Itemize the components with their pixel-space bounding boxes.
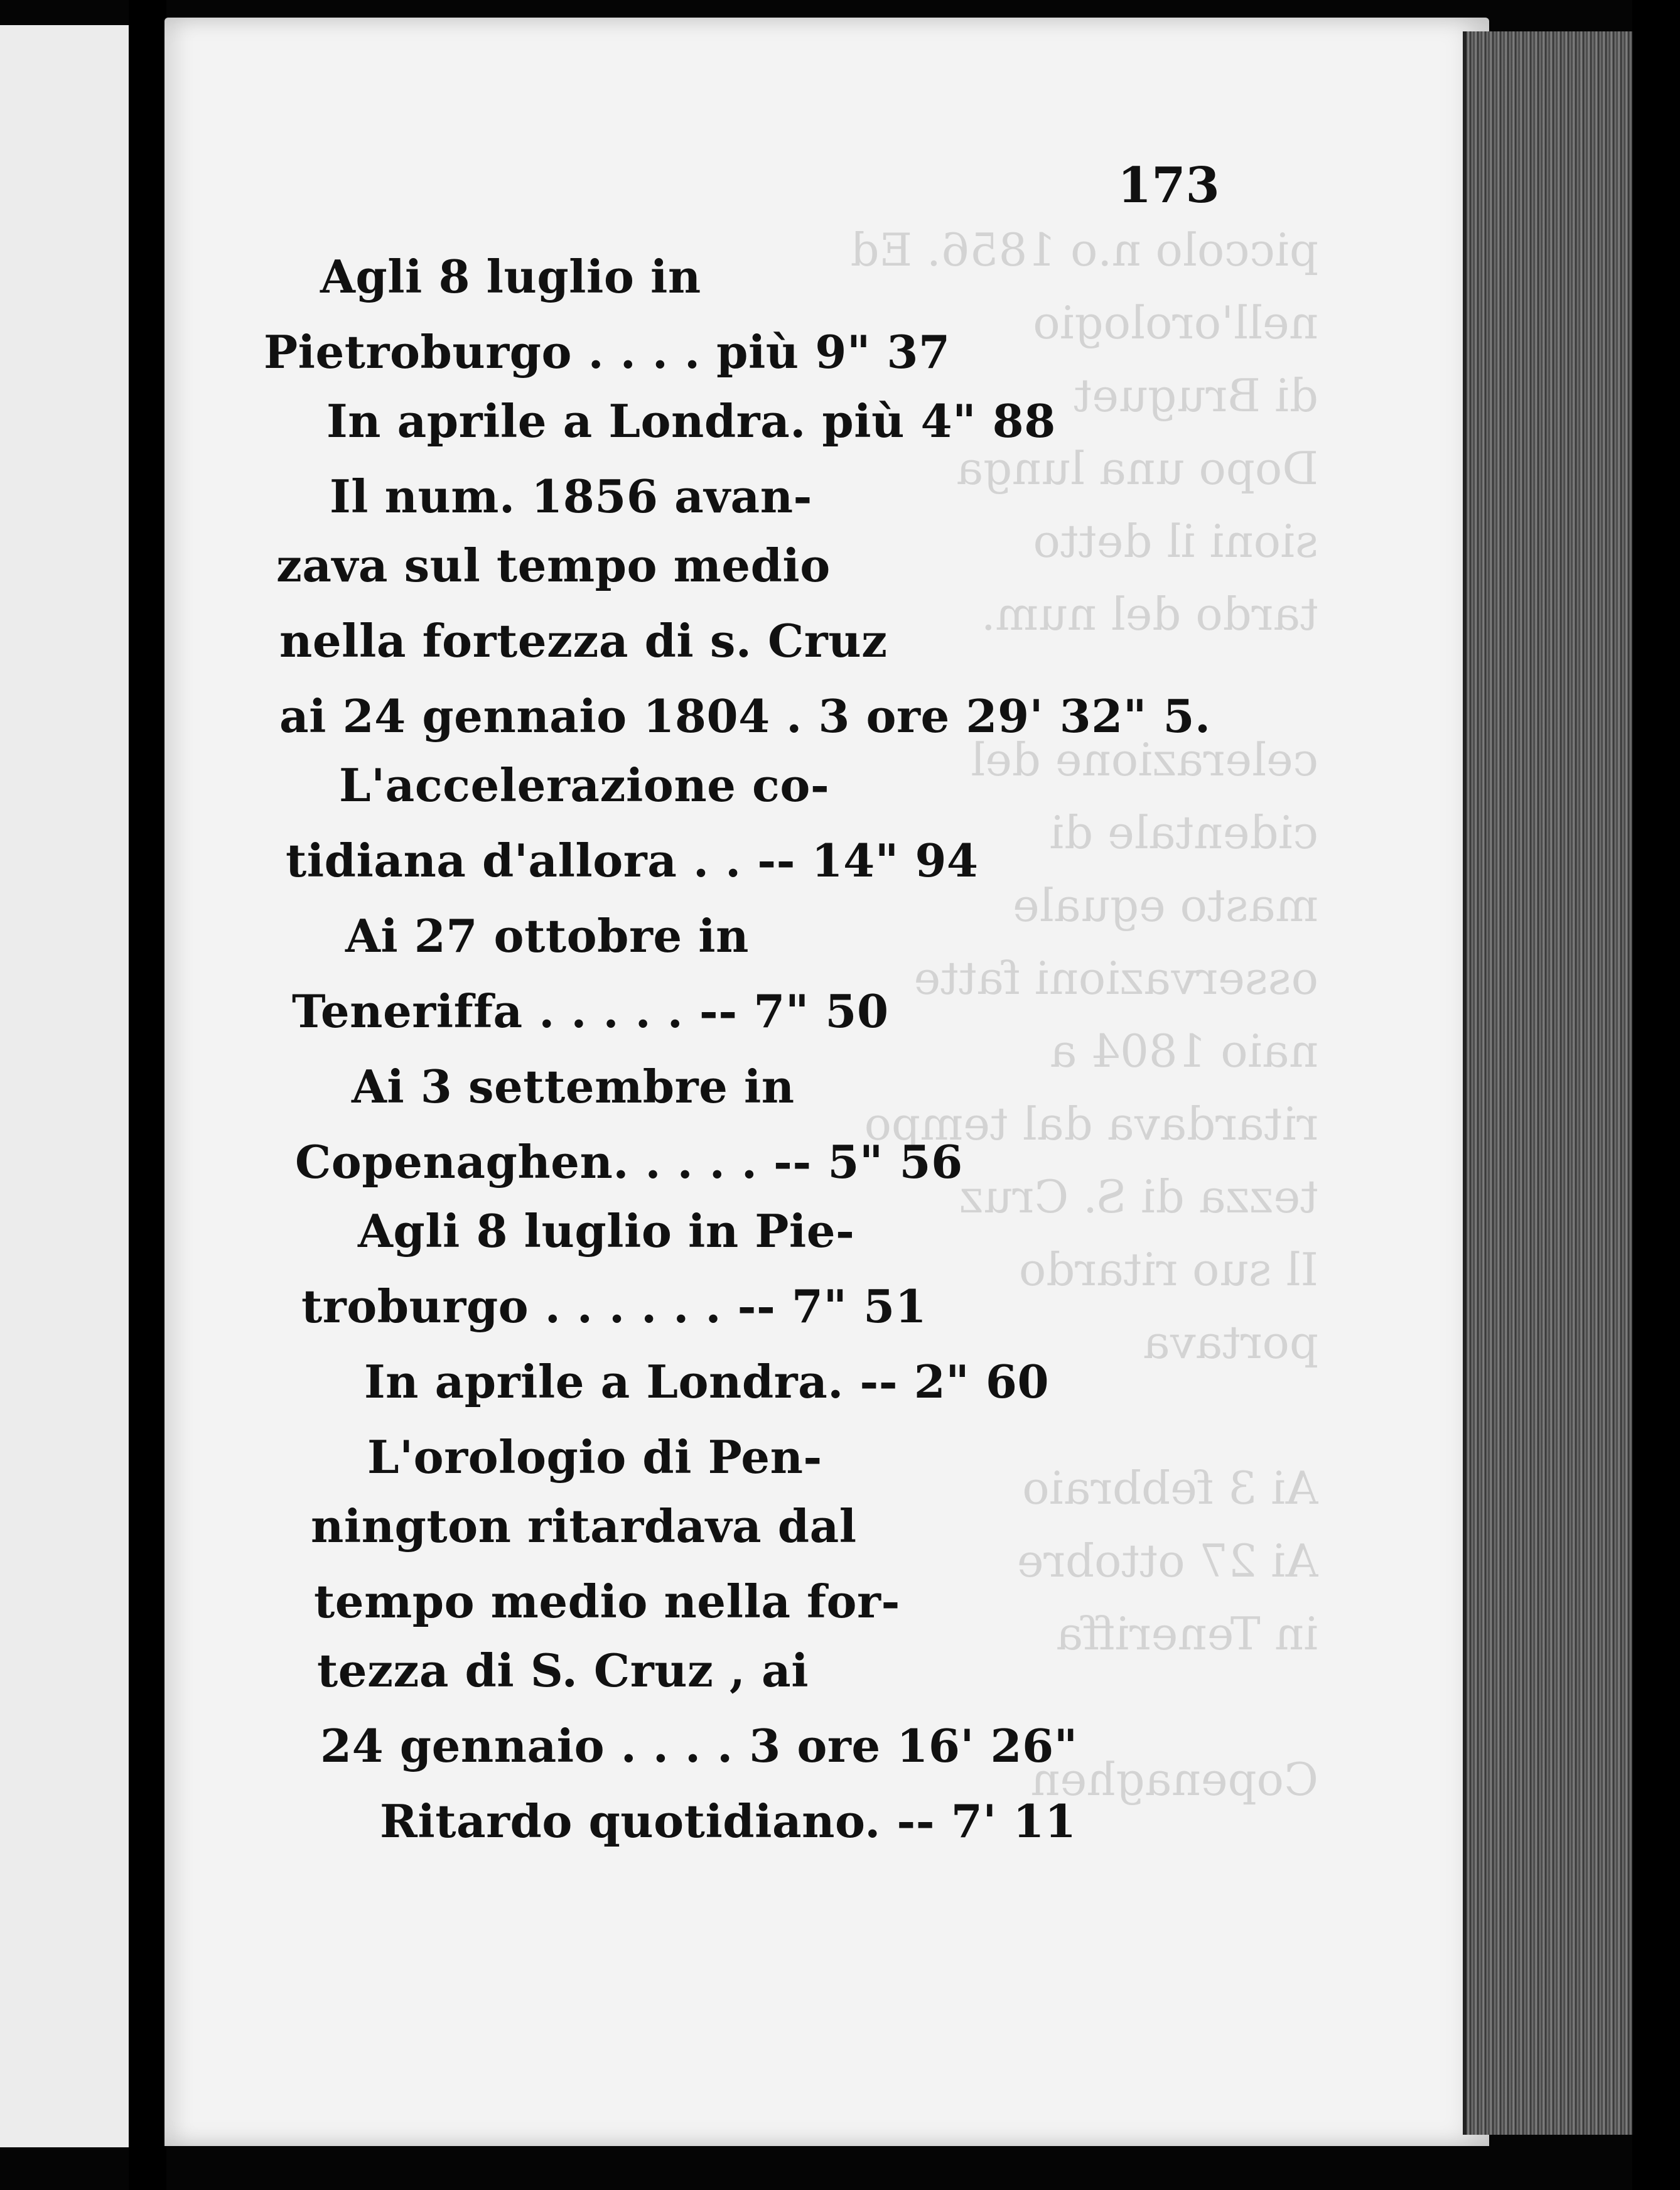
text-line: troburgo . . . . . . -- 7" 51: [301, 1280, 927, 1333]
book-gutter: [129, 0, 166, 2190]
bleed-through-line: portava: [1143, 1316, 1318, 1369]
bleed-through-line: sioni il detto: [1033, 515, 1318, 568]
text-line: tezza di S. Cruz , ai: [317, 1644, 809, 1697]
bleed-through-line: osservazioni fatte: [913, 952, 1318, 1005]
bleed-through-line: Dopo una lunga: [956, 442, 1318, 495]
text-line: nington ritardava dal: [311, 1499, 857, 1553]
text-line: Pietroburgo . . . . più 9" 37: [264, 325, 950, 379]
bleed-through-line: cidentale di: [1050, 806, 1318, 859]
text-line: L'orologio di Pen-: [367, 1430, 822, 1484]
bleed-through-line: Copenaghen: [1031, 1753, 1318, 1806]
bleed-through-line: naio 1804 a: [1050, 1025, 1318, 1077]
bleed-through-line: ritardava dal tempo: [864, 1098, 1318, 1150]
text-line: In aprile a Londra. -- 2" 60: [364, 1355, 1050, 1408]
text-line: Ai 3 settembre in: [352, 1060, 795, 1113]
bleed-through-line: nell'orologio: [1033, 296, 1318, 349]
scan-border: [1632, 0, 1680, 2190]
page-number: 173: [1117, 157, 1220, 214]
bleed-through-line: tezza di S. Cruz: [959, 1170, 1318, 1223]
text-line: Agli 8 luglio in Pie-: [358, 1204, 855, 1258]
text-line: Ritardo quotidiano. -- 7' 11: [380, 1794, 1077, 1848]
bleed-through-text: [829, 213, 1318, 1909]
bleed-through-line: masto eguale: [1013, 879, 1318, 932]
page-stack-edge: [1463, 31, 1636, 2135]
text-line: Teneriffa . . . . . -- 7" 50: [292, 984, 889, 1038]
bleed-through-line: Ai 3 febbraio: [1022, 1462, 1318, 1514]
text-line: Ai 27 ottobre in: [345, 909, 749, 963]
bleed-through-line: Ai 27 ottobre: [1016, 1535, 1318, 1587]
text-line: L'accelerazione co-: [339, 758, 830, 812]
text-line: In aprile a Londra. più 4" 88: [326, 394, 1056, 448]
bleed-through-line: di Bruguet: [1074, 369, 1318, 422]
text-line: ai 24 gennaio 1804 . 3 ore 29' 32" 5.: [279, 689, 1211, 743]
text-line: Copenaghen. . . . . -- 5" 56: [295, 1135, 963, 1189]
bleed-through-line: Il suo ritardo: [1018, 1243, 1318, 1296]
bleed-through-line: in Teneriffa: [1056, 1607, 1318, 1660]
bleed-through-line: piccolo n.o 1856. Ed: [850, 224, 1318, 276]
text-line: 24 gennaio . . . . 3 ore 16' 26": [320, 1719, 1078, 1772]
text-line: nella fortezza di s. Cruz: [279, 614, 888, 667]
text-line: Agli 8 luglio in: [320, 250, 701, 303]
left-page-edge: [0, 25, 132, 2147]
text-line: tempo medio nella for-: [314, 1575, 900, 1628]
text-line: zava sul tempo medio: [276, 539, 831, 592]
bleed-through-line: tardo del num.: [981, 588, 1318, 640]
bleed-through-line: celerazione del: [971, 733, 1318, 786]
text-line: tidiana d'allora . . -- 14" 94: [286, 834, 979, 887]
text-line: Il num. 1856 avan-: [330, 470, 812, 523]
